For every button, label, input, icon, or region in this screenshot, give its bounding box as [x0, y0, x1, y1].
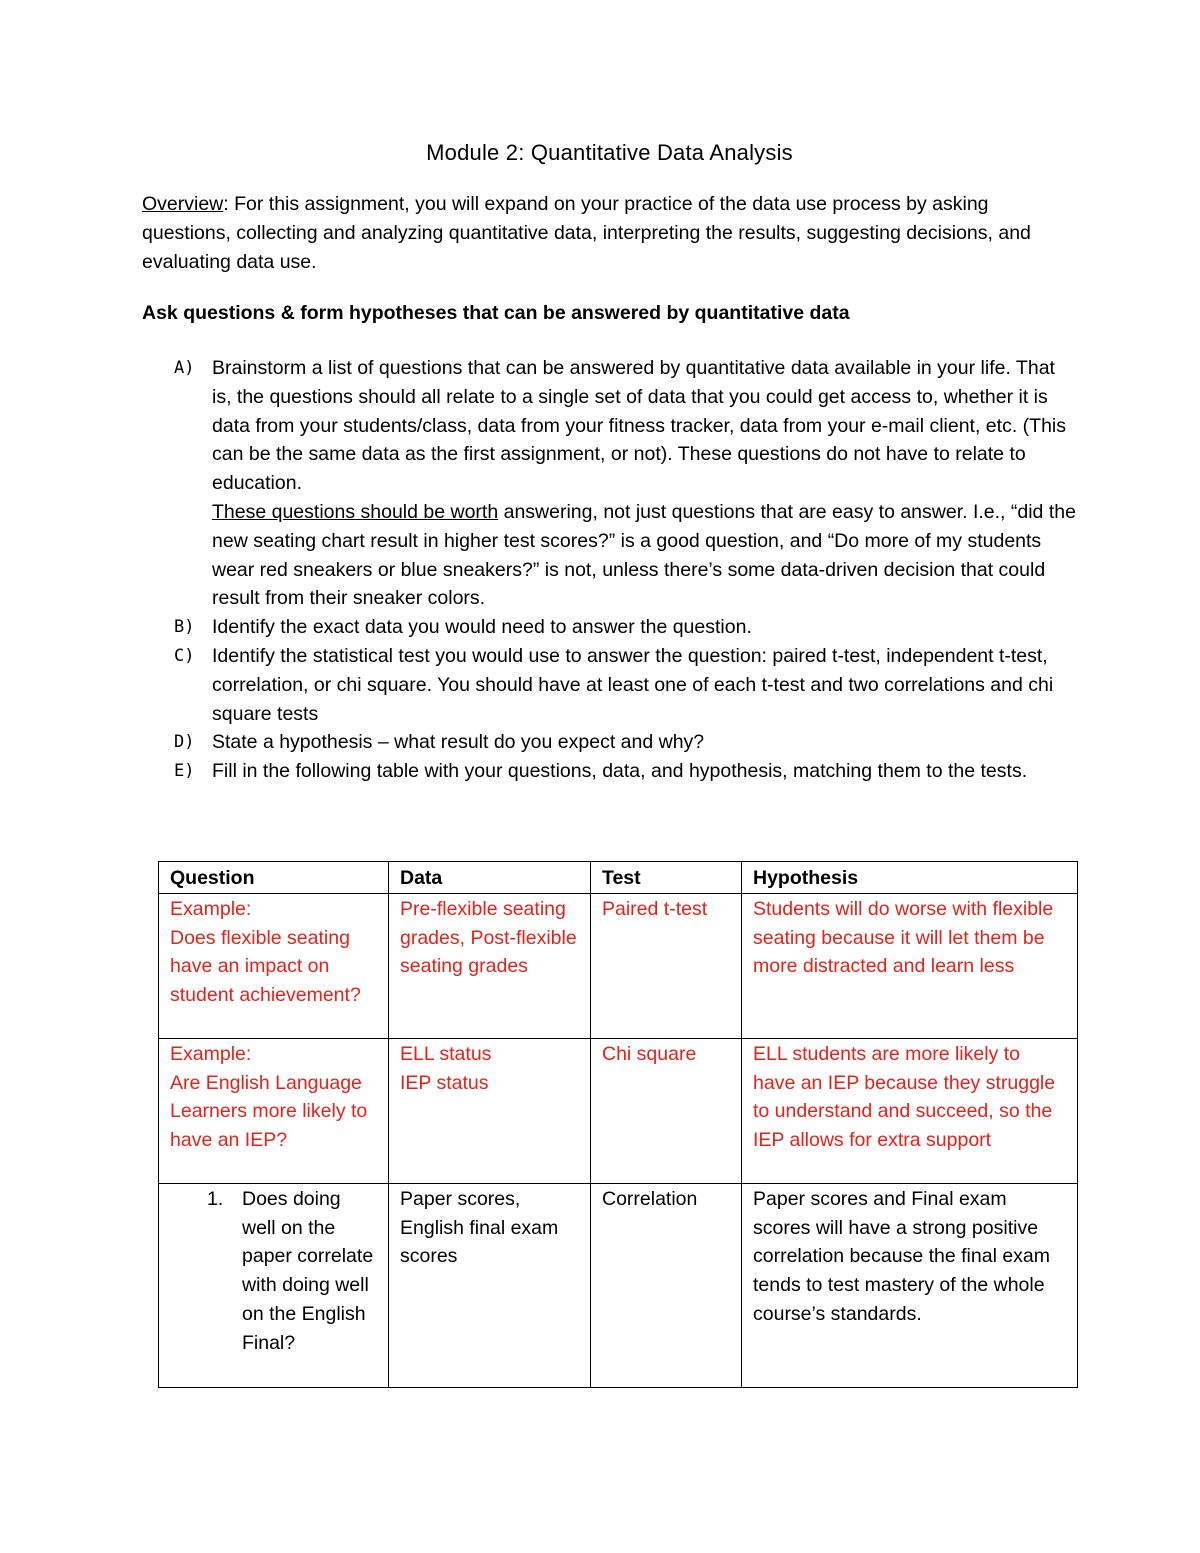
step-marker: A) — [174, 358, 195, 378]
table-header-row — [159, 862, 1078, 894]
overview-text: : For this assignment, you will expand on your practice of the data use process by asking questions, collecting and analyzing quantitative data, interpreting the results, suggesting decisions, and evaluating data use. — [142, 193, 1031, 273]
test-cell: Correlation — [591, 1183, 742, 1387]
page-title: Module 2: Quantitative Data Analysis — [426, 140, 793, 165]
data-cell: Paper scores, English final exam scores — [389, 1183, 591, 1387]
step-c — [142, 642, 1077, 728]
table-row — [159, 1038, 1078, 1183]
question-text: Are English Language Learners more likely to have an IEP? — [170, 1071, 368, 1152]
hypothesis-cell: Paper scores and Final exam scores will have a strong positive correlation because the final exam tends to test mastery of the whole course’s standards. — [742, 1183, 1078, 1387]
step-marker: B) — [174, 617, 195, 638]
test-cell: Chi square — [591, 1038, 742, 1183]
step-b — [142, 613, 1077, 642]
step-underlined-text: These questions should be worth — [212, 500, 499, 523]
question-cell — [159, 1038, 389, 1183]
step-text: Identify the statistical test you would use to answer the question: paired t-test, independent t-test, correlation, or chi square. You should have at least one of each t-test and two correlations and chi square tests — [212, 644, 1054, 725]
test-cell: Paired t-test — [591, 893, 742, 1038]
question-cell — [159, 1183, 389, 1387]
header-hypothesis: Hypothesis — [742, 862, 1078, 894]
step-marker: C) — [174, 645, 195, 666]
data-line: ELL status — [400, 1042, 492, 1065]
question-cell — [159, 893, 389, 1038]
step-text: State a hypothesis – what result do you expect and why? — [212, 731, 705, 754]
hypothesis-cell: ELL students are more likely to have an IEP because they struggle to understand and succeed, so the IEP allows for extra support — [742, 1038, 1078, 1183]
example-label: Example: — [170, 897, 252, 920]
table-row — [159, 893, 1078, 1038]
document-page — [142, 140, 1077, 786]
step-a — [142, 354, 1077, 613]
data-line: IEP status — [400, 1071, 489, 1094]
header-question: Question — [159, 862, 389, 894]
question-text: Does flexible seating have an impact on student achievement? — [170, 926, 361, 1007]
hypothesis-table — [158, 861, 1078, 1388]
step-e — [142, 757, 1077, 786]
step-text: Identify the exact data you would need to answer the question. — [212, 616, 752, 639]
row-number: 1. — [207, 1187, 224, 1210]
step-continuation-text: answering, not just questions that are easy to answer. I.e., “did the new seating chart result in higher test scores?” is a good question, and “Do more of my students wear red sneakers or blue sneakers?” is not, unless there’s some data-driven decision that could result from their sneaker colors. — [212, 500, 1076, 610]
overview-label: Overview — [142, 193, 224, 215]
data-cell — [389, 1038, 591, 1183]
table-row — [159, 1183, 1078, 1387]
example-label: Example: — [170, 1042, 252, 1065]
hypothesis-cell: Students will do worse with flexible seating because it will let them be more distracted and learn less — [742, 893, 1078, 1038]
data-cell: Pre-flexible seating grades, Post-flexible seating grades — [389, 893, 591, 1038]
steps-list — [142, 354, 1077, 786]
step-text: Fill in the following table with your questions, data, and hypothesis, matching them to the tests. — [212, 760, 1028, 783]
step-d — [142, 728, 1077, 757]
section-heading: Ask questions & form hypotheses that can be answered by quantitative data — [142, 302, 850, 324]
step-marker: E) — [174, 761, 195, 782]
header-data: Data — [389, 862, 591, 894]
question-text: Does doing well on the paper correlate with doing well on the English Final? — [242, 1187, 374, 1354]
overview-paragraph — [142, 190, 1077, 277]
step-text: Brainstorm a list of questions that can be answered by quantitative data available in your life. That is, the questions should all relate to a single set of data that you could get access to, whether it is data from your students/class, data from your fitness tracker, data from your e-mail client, etc. (This can be the same data as the first assignment, or not). These questions do not have to relate to education. — [212, 357, 1066, 495]
step-marker: D) — [174, 732, 195, 753]
header-test: Test — [591, 862, 742, 894]
